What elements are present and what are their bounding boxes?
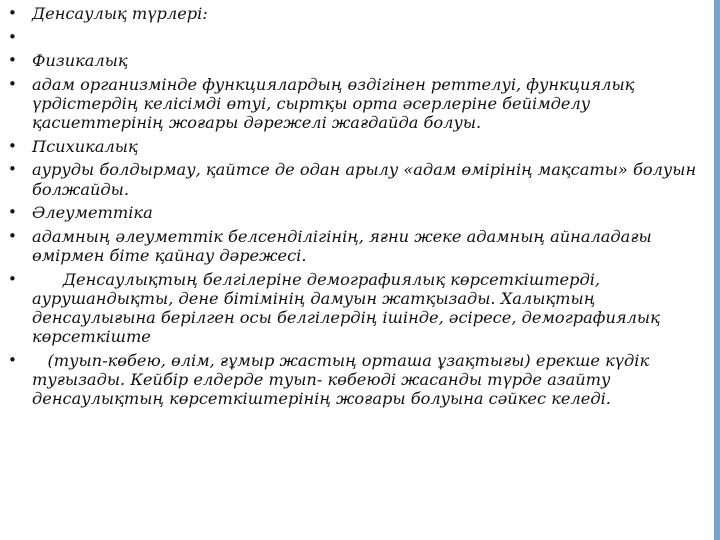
bullet-text: адам организмінде функциялардың өздігінен реттелуі, функциялық үрдістердің келісімді өтуі, сыртқы орта әсерлеріне бейімделу қасиеттерінің жоғары дәрежелі жағдайда болуы. [32,74,640,133]
bullet-item [8,270,704,347]
bullet-item [8,227,704,265]
bullet-text: адамның әлеуметтік белсенділігінің, яғни жеке адамның айналадағы өмірмен біте қайнау дәрежесі. [32,226,657,265]
bullet-item [8,137,704,156]
bullet-text: Денсаулық түрлері: [32,4,208,23]
bullet-dot-icon: • [8,4,17,22]
bullet-text: Психикалық [32,136,138,156]
bullet-text: ауруды болдырмау, қайтсе де одан арылу «адам өмірінің мақсаты» болуын болжайды. [32,160,702,199]
bullet-dot-icon: • [8,203,17,222]
bullet-dot-icon: • [8,160,17,179]
bullet-list [8,4,704,413]
bullet-dot-icon: • [8,74,17,93]
bullet-item [8,51,704,70]
bullet-dot-icon: • [8,350,17,369]
bullet-dot-icon: • [8,269,17,288]
bullet-item [8,4,704,23]
bullet-item [8,75,704,133]
bullet-text: Әлеуметтіка [32,203,153,223]
bullet-item [8,203,704,222]
bullet-dot-icon: • [8,27,17,46]
bullet-text: Денсаулықтың белгілеріне демографиялық көрсеткіштерді, аурушандықты, дене бітімінің дамуын жатқызады. Халықтың денсаулығына берілген осы белгілердің ішінде, әсіресе, демографиялық көрсеткіште [32,269,666,347]
bullet-text: Физикалық [32,51,128,71]
slide-edge-bar [714,0,720,540]
bullet-item [8,28,704,47]
bullet-item [8,351,704,409]
bullet-dot-icon: • [8,51,17,70]
bullet-text: (туып-көбею, өлім, ғұмыр жастың орташа ұзақтығы) ерекше күдік туғызады. Кейбір елдерде туып- көбеюді жасанды түрде азайту денсаулықтың көрсеткіштерінің жоғары болуына сәйкес келеді. [32,350,655,409]
bullet-dot-icon: • [8,136,17,155]
bullet-dot-icon: • [8,226,17,245]
bullet-item [8,160,704,198]
